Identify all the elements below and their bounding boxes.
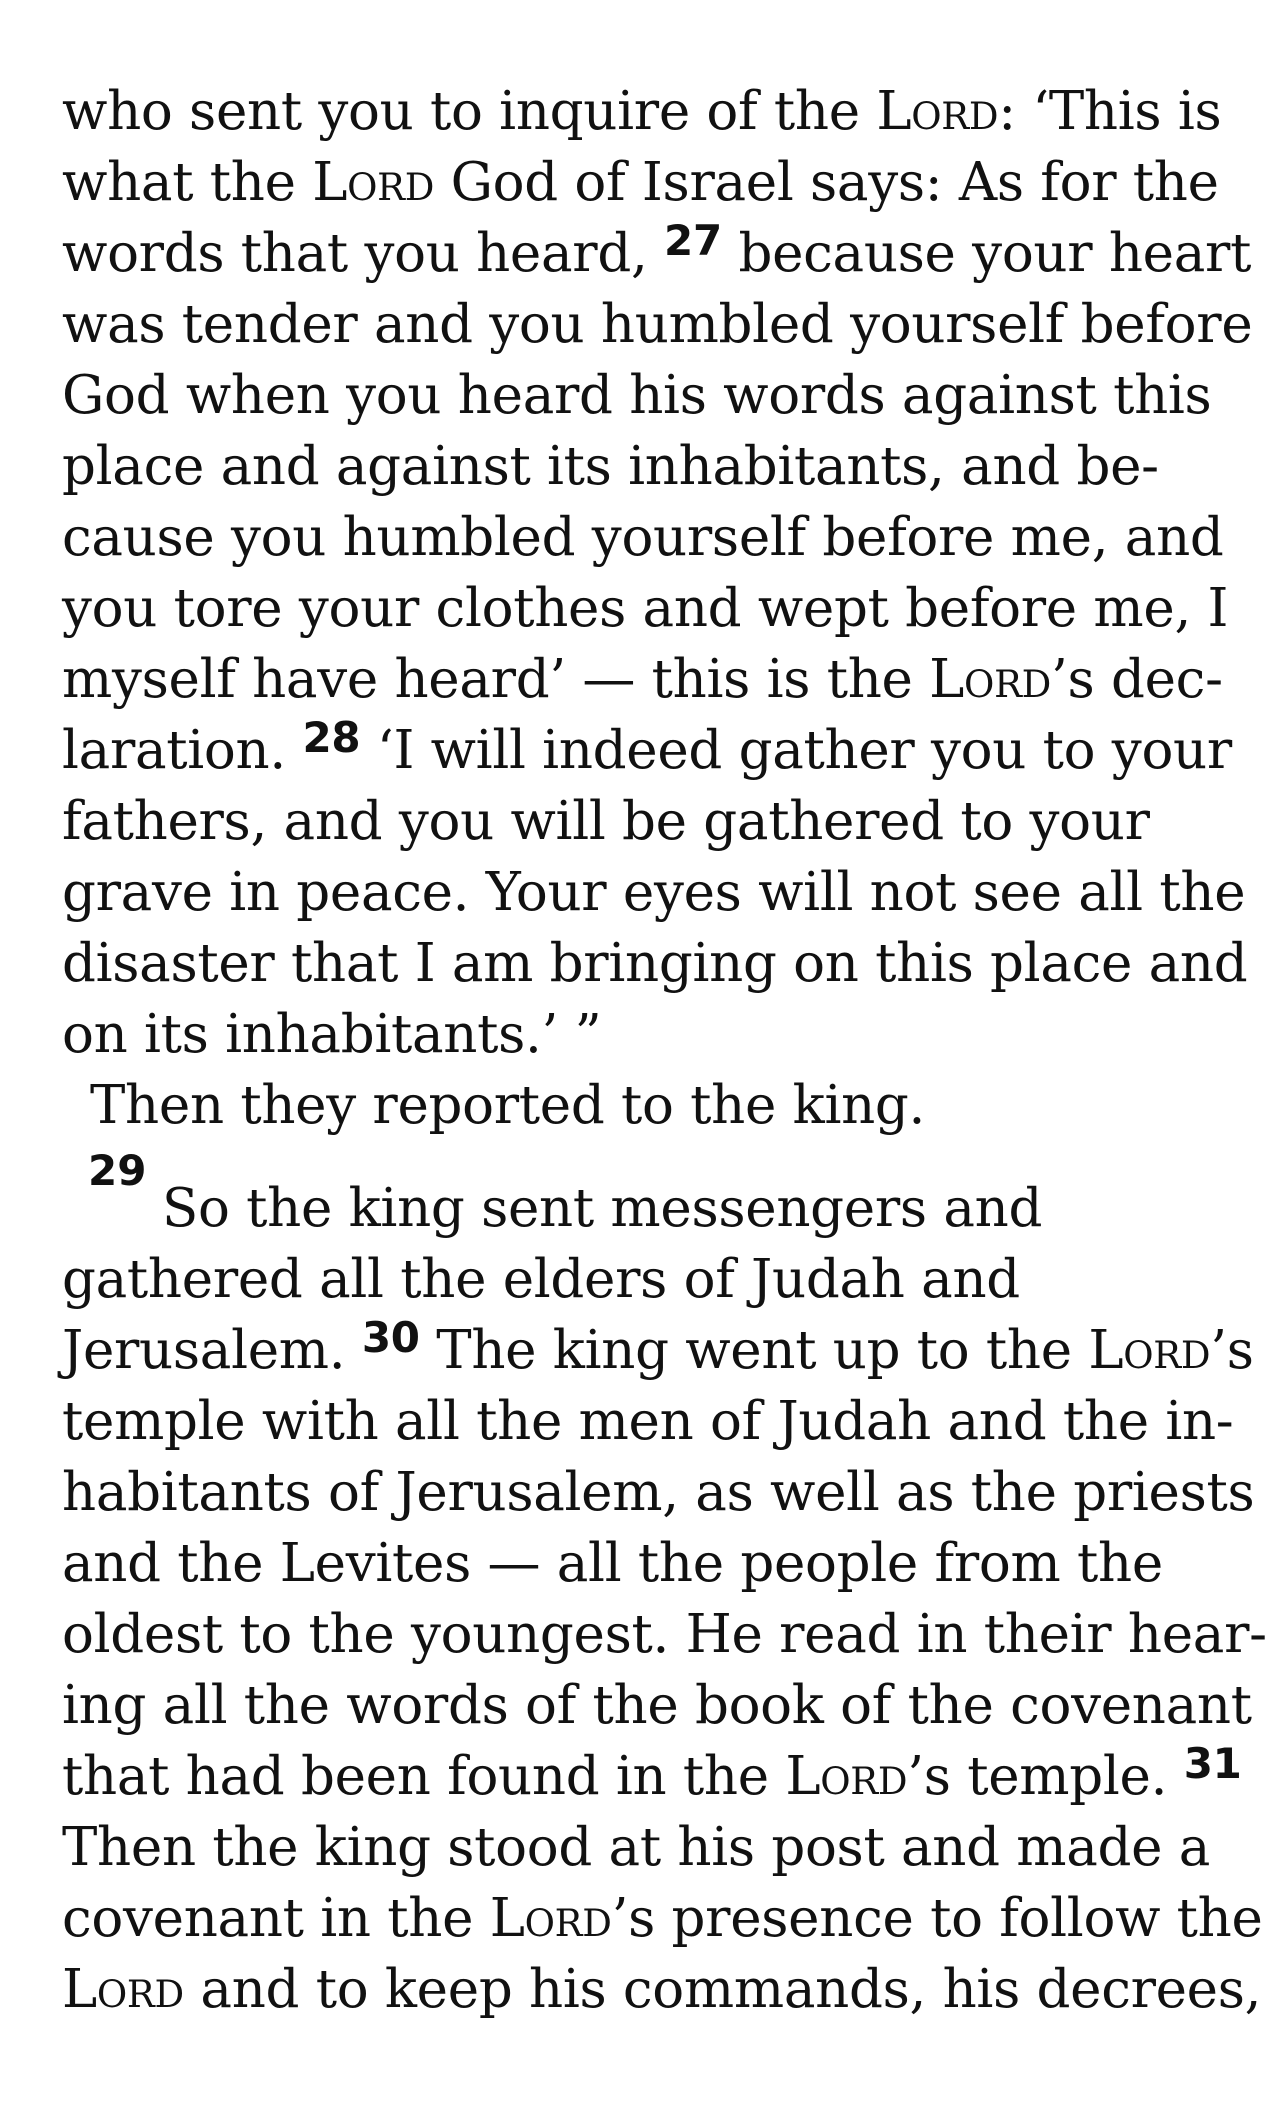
small-caps-lord: Lord bbox=[876, 81, 999, 142]
line-text: disaster that I am bringing on this place and bbox=[62, 933, 1248, 994]
line-text: temple with all the men of Judah and the in- bbox=[62, 1391, 1234, 1452]
line-text: myself have heard’ — this is the bbox=[62, 649, 930, 710]
text-line bbox=[62, 999, 601, 1071]
small-caps-lord: Lord bbox=[1088, 1320, 1211, 1381]
text-line bbox=[62, 1883, 1263, 1955]
line-text: habitants of Jerusalem, as well as the priests bbox=[62, 1462, 1255, 1523]
line-text: place and against its inhabitants, and be- bbox=[62, 436, 1159, 497]
text-line bbox=[162, 1173, 1042, 1245]
line-text: because your heart bbox=[721, 223, 1252, 284]
text-line bbox=[62, 76, 1221, 148]
text-line bbox=[62, 360, 1211, 432]
small-caps-lord: Lord bbox=[62, 1959, 184, 2020]
verse-number: 30 bbox=[361, 1313, 420, 1362]
small-caps-lord: Lord bbox=[929, 649, 1051, 710]
small-caps-lord: Lord bbox=[785, 1746, 908, 1807]
line-text: Then the king stood at his post and made a bbox=[62, 1817, 1211, 1878]
line-text: oldest to the youngest. He read in their hear- bbox=[62, 1604, 1267, 1665]
line-text: So the king sent messengers and bbox=[162, 1178, 1043, 1239]
line-text: who sent you to inquire of the bbox=[62, 81, 877, 142]
text-line bbox=[62, 786, 1150, 858]
line-text: God when you heard his words against this bbox=[62, 365, 1212, 426]
line-text: grave in peace. Your eyes will not see all the bbox=[62, 862, 1246, 923]
line-text: Then they reported to the king. bbox=[90, 1075, 926, 1136]
line-text: ’s temple. bbox=[907, 1746, 1184, 1807]
text-line bbox=[62, 1457, 1254, 1529]
line-text: was tender and you humbled yourself before bbox=[62, 294, 1253, 355]
line-text: ing all the words of the book of the covenant bbox=[62, 1675, 1252, 1736]
text-line bbox=[62, 573, 1228, 645]
line-text: you tore your clothes and wept before me, I bbox=[62, 578, 1229, 639]
text-line bbox=[62, 715, 1232, 790]
line-text: ’s bbox=[1210, 1320, 1254, 1381]
line-text: fathers, and you will be gathered to your bbox=[62, 791, 1150, 852]
text-line bbox=[62, 1670, 1252, 1742]
line-text: God of Israel says: As for the bbox=[434, 152, 1219, 213]
text-line bbox=[62, 431, 1159, 503]
text-line bbox=[62, 644, 1223, 716]
line-text: what the bbox=[62, 152, 313, 213]
text-line bbox=[62, 289, 1252, 361]
line-text: cause you humbled yourself before me, and bbox=[62, 507, 1224, 568]
text-line bbox=[62, 928, 1247, 1000]
small-caps-lord: Lord bbox=[489, 1888, 612, 1949]
text-line bbox=[62, 1528, 1163, 1600]
verse-number: 28 bbox=[302, 713, 361, 762]
text-line bbox=[62, 1954, 1261, 2026]
line-text: : ‘This is bbox=[998, 81, 1222, 142]
line-text: ’s dec- bbox=[1051, 649, 1223, 710]
small-caps-lord: Lord bbox=[312, 152, 435, 213]
line-text: on its inhabitants.’ ” bbox=[62, 1004, 602, 1065]
line-text: ’s presence to follow the bbox=[611, 1888, 1263, 1949]
verse-number: 29 bbox=[88, 1146, 147, 1195]
text-line bbox=[62, 502, 1224, 574]
line-text: Jerusalem. bbox=[62, 1320, 362, 1381]
text-line bbox=[90, 1070, 925, 1142]
line-text: that had been found in the bbox=[62, 1746, 786, 1807]
verse-number: 31 bbox=[1183, 1739, 1242, 1788]
line-text: gathered all the elders of Judah and bbox=[62, 1249, 1020, 1310]
line-text: and the Levites — all the people from the bbox=[62, 1533, 1163, 1594]
text-line bbox=[62, 1599, 1267, 1671]
text-line bbox=[62, 1741, 1242, 1816]
line-text: words that you heard, bbox=[62, 223, 665, 284]
verse-number: 27 bbox=[664, 216, 722, 265]
text-line bbox=[62, 1812, 1210, 1884]
line-text: and to keep his commands, his decrees, bbox=[183, 1959, 1262, 2020]
text-line bbox=[62, 857, 1245, 929]
line-text: covenant in the bbox=[62, 1888, 490, 1949]
line-text: ‘I will indeed gather you to your bbox=[360, 720, 1232, 781]
text-line bbox=[62, 1386, 1233, 1458]
line-text: The king went up to the bbox=[419, 1320, 1089, 1381]
text-line bbox=[62, 1244, 1020, 1316]
text-line bbox=[62, 147, 1219, 219]
line-text: laration. bbox=[62, 720, 303, 781]
text-line bbox=[62, 1315, 1254, 1390]
text-line bbox=[62, 218, 1251, 293]
